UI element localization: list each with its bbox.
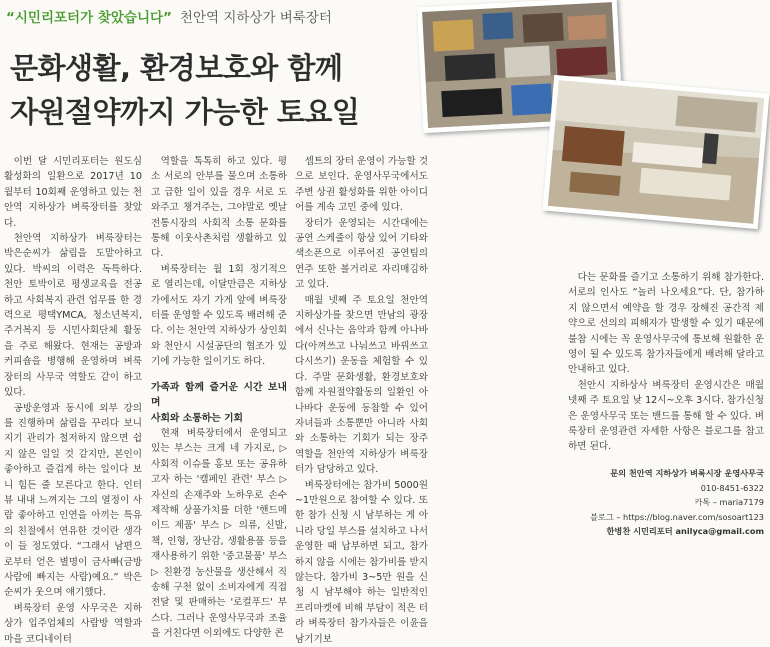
paragraph: 매월 넷째 주 토요일 천안역 지하상가를 찾으면 만남의 광장에서 신나는 음악과 함께 아나바다(아껴쓰고 나눠쓰고 바꿔쓰고 다시쓰기) 운동을 체험할 수 있다. 주말 문화생활, 환경보호와 함께 자원절약활동의 일환인 아나바다 운동에 동참할 수 있어 자녀들과 소통뿐만 아니라 사회와 소통하는 기회가 되는 장주 역할을 천안역 지하상가 벼룩장터가 담당하고 있다. [295,294,428,476]
paragraph: 공방운영과 동시에 외부 강의를 진행하며 삶림을 꾸리다 보니 지기 관리가 철저하지 않으면 쉽지 않은 일일 것 같지만, 본인이 좋아하고 즐겁게 하는 일이다 보니 힘든 줄 모른다고 한다. 인터뷰 내내 느껴지는 그의 열정이 사람 좋아하고 인연을 아끼는 특유의 친절에서 연유한 것이란 생각이 들 정도였다. “그래서 남편으로부터 얻은 별명이 금사빠(금방 사람에 빠지는 사람)예요.” 박은순씨가 웃으며 얘기했다. [4,402,142,599]
headline-line-2: 자원절약까지 가능한 토요일 [10,95,360,129]
article-column-3 [295,154,429,645]
kicker [6,6,332,26]
paragraph: 천안시 지하상사 벼룩장터 운영시간은 매월 넷째 주 토요일 낮 12시~오후 3시다. 참가신청은 운영사무국 또는 밴드를 통해 할 수 있다. 벼룩장터 운영관련 자세한 사항은 블로그를 참고하면 된다. [568,379,764,453]
contact-kakao: 카톡 – maria7179 [694,497,764,507]
underground-mall-illustration [548,80,764,223]
paragraph: 천안역 지하상가 벼룩장터는 박은순씨가 삶림을 도맡아하고 있다. 박씨의 이력은 독특하다. 천안 토박이로 평생교육을 전공하고 사회복지 관련 업무를 한 경력으로 평택YMCA, 청소년복지, 주거복지 등 시민사회단체 활동을 주로 해왔다. 현재는 공방과 커피숍을 병행해 운영하며 벼룩장터의 사무국 역할도 같이 하고 있다. [4,233,142,399]
article-column-2 [151,154,287,640]
section-subhead-line-2: 사회와 소통하는 기회 [151,412,243,424]
paragraph: 다는 문화를 즐기고 소통하기 위해 참가한다. 서로의 인사도 “놀러 나오세요”다. 단, 참가하지 않으면서 예약을 할 경우 장해진 공간적 제약으로 선의의 피해자가 발생할 수 있기 때문에 불참 시에는 꼭 운영사무국에 통보해 원활한 운영이 될 수 있도록 참가자들에게 배려해 달라고 안내하고 있다. [568,272,764,376]
reporter-byline: 한병찬 시민리포터 anilyca@gmail.com [606,526,764,536]
headline-line-1: 문화생활, 환경보호와 함께 [10,51,343,85]
contact-info [568,466,764,539]
headline [10,46,420,134]
reporter-kicker: “시민리포터가 찾았습니다” [6,10,172,26]
contact-org: 문의 천안역 지하상가 벼룩시장 운영사무국 [610,468,764,478]
article-column-1 [4,154,142,645]
paragraph: 장터가 운영되는 시간대에는 공연 스케줄이 항상 있어 기타와 색소폰으로 이루어진 공연팀의 연주 또한 볼거리로 자리매김하고 있다. [295,217,428,291]
market-photo-2 [542,75,769,229]
contact-phone: 010-8451-6322 [700,482,764,493]
section-subhead-line-1: 가족과 함께 즐거운 시간 보내며 [151,381,287,409]
paragraph: 벼룩장터 운영 사무국은 지하상가 입주업체의 사람방 역할과 마을 코디네이터 [4,602,142,645]
kicker-subtitle: 천안역 지하상가 벼룩장터 [179,10,332,26]
paragraph: 벼룩장터에는 참가비 5000원~1만원으로 참여할 수 있다. 또한 참가 신청 시 남부하는 게 아니라 당일 부스를 설치하고 나서 운영한 때 납부하면 되고, 참가하지 않을 시에는 참가비를 받지 않는다. 참가비 3~5만 원을 신청 시 남부해야 하는 일반적인 프리마켓에 비해 부담이 적은 터라 벼룩장터 참가자들은 이윤을 남기기보 [295,479,428,645]
article-column-4 [568,270,764,466]
paragraph: 역할을 톡톡히 하고 있다. 평소 서로의 안부를 물으며 소통하고 급한 일이 있을 경우 서로 도와주고 챙겨주는, 그야말로 옛날 전통시장의 사회적 소통 문화를 통해 이웃사촌처럼 생활하고 있다. [151,156,287,260]
paragraph: 벼룩장터는 월 1회 정기적으로 열리는데, 이달만큼은 지하상가에서도 자기 가게 앞에 벼룩장터를 운영할 수 있도록 배려해 준다. 이는 천안역 지하상가 상인회와 천안시 시설공단의 협조가 있기에 가능한 일이기도 하다. [151,263,287,368]
paragraph: 이번 달 시민리포터는 원도심 활성화의 일환으로 2017년 10월부터 10회째 운영하고 있는 천안역 지하상가 벼룩장터를 찾았다. [4,156,142,229]
paragraph: 현재 벼룩장터에서 운영되고 있는 부스는 크게 네 가지로, ▷ 사회적 이슈를 홍보 또는 공유하고자 하는 '캠페인 관련' 부스 ▷ 자신의 손재주와 노하우로 손수 제작해 상품가치를 더한 '핸드메이드 제품' 부스 ▷ 의류, 신발, 책, 인형, 장난감, 생활용품 등을 재사용하기 위한 '중고물품' 부스 ▷ 친환경 농산물을 생산해서 직송해 구천 없이 소비자에게 직접 전달 및 판매하는 '로컬푸드' 부스다. 그러나 운영사무국과 조율을 거친다면 이외에도 다양한 콘 [151,427,287,640]
contact-blog: 블로그 – https://blog.naver.com/sosoart123 [590,511,764,522]
paragraph: 셉트의 장터 운영이 가능할 것으로 보인다. 운영사무국에서도 주변 상권 활성화를 위한 아이디어를 계속 고민 중에 있다. [295,156,429,214]
